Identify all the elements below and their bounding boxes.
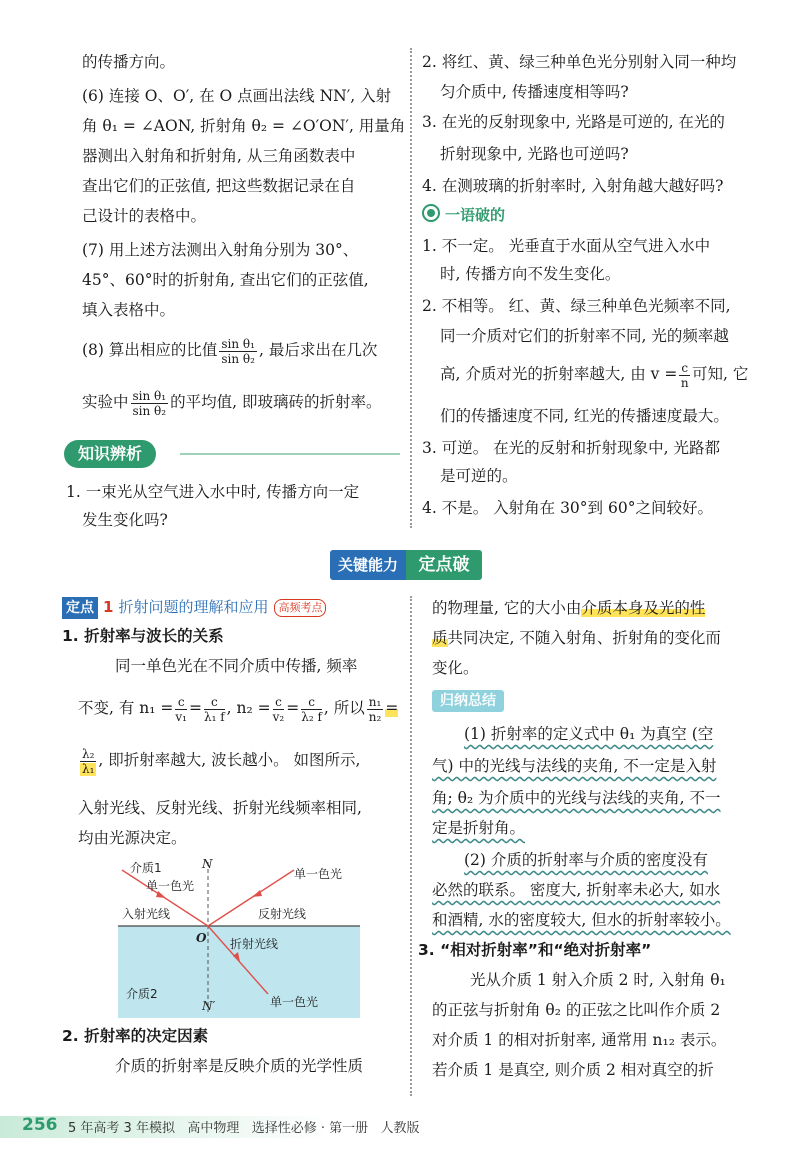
text-line: 同一单色光在不同介质中传播, 频率 [115, 657, 358, 675]
label-medium2: 介质2 [126, 987, 158, 1001]
text-line: (7) 用上述方法测出入射角分别为 30°、 [82, 241, 359, 259]
dingdian-number: 1 [103, 598, 114, 616]
answer-3-cont: 是可逆的。 [440, 467, 518, 485]
summary-line: 气) 中的光线与法线的夹角, 不一定是入射 [432, 757, 717, 775]
text-line: 变化。 [432, 659, 479, 677]
heading-1: 1. 折射率与波长的关系 [62, 627, 224, 645]
text-line: 填入表格中。 [82, 301, 176, 319]
answer-2-cont: 同一介质对它们的折射率不同, 光的频率越 [440, 327, 729, 345]
summary-line: 角; θ₂ 为介质中的光线与法线的夹角, 不一 [432, 789, 721, 807]
answer-2-formula: 高, 介质对光的折射率越大, 由 v = $\frac{c}{n}$ 可知, 它 [440, 360, 749, 390]
dingdian-header [62, 596, 407, 620]
zhishi-header [64, 440, 402, 468]
text-line: 的物理量, 它的大小由介质本身及光的性 [432, 599, 706, 617]
text-line: 的正弦与折射角 θ₂ 的正弦之比叫作介质 2 [432, 1001, 721, 1019]
section-banner [0, 548, 800, 582]
label-reflected: 反射光线 [258, 907, 307, 921]
target-icon [422, 204, 440, 222]
banner-left: 关键能力 [330, 550, 406, 580]
dingdian-title: 折射问题的理解和应用 [118, 598, 269, 616]
question-1: 1. 一束光从空气进入水中时, 传播方向一定 [66, 483, 360, 501]
question-1-cont: 发生变化吗? [82, 511, 168, 529]
summary-line: (1) 折射率的定义式中 θ₁ 为真空 (空 [464, 725, 714, 743]
answer-4: 4. 不是。 入射角在 30°到 60°之间较好。 [422, 499, 713, 517]
summary-line: 和酒精, 水的密度较大, 但水的折射率较小。 [432, 911, 731, 929]
formula-line: 不变, 有 n₁ = $\frac{c}{\text{v₁}}$ = $\frac{c}{\text{λ₁ f}}$ , n₂ = $\frac{c}{\text{v₂}}$ = $\frac{c}{\text{λ₂ f}}$ , 所以 $\frac{\text{n₁}}{\text{n₂}}$ = [78, 694, 399, 724]
text-line: 均由光源决定。 [78, 829, 187, 847]
answer-1: 1. 不一定。 光垂直于水面从空气进入水中 [422, 237, 711, 255]
column-divider [410, 596, 412, 1096]
text-line: 介质的折射率是反映介质的光学性质 [115, 1057, 364, 1075]
text-line: 45°、60°时的折射角, 查出它们的正弦值, [82, 271, 369, 289]
formula-line-2: $\frac{\text{λ₂}}{\text{λ₁}}$ , 即折射率越大, 波长越小。 如图所示, [82, 746, 361, 776]
page-number: 256 [22, 1115, 58, 1135]
label-Nprime: N′ [202, 999, 216, 1013]
page-footer [0, 1116, 800, 1160]
column-divider [410, 48, 412, 528]
text-line: 器测出入射角和折射角, 从三角函数表中 [82, 147, 356, 165]
answer-2-cont2: 们的传播速度不同, 红光的传播速度最大。 [440, 407, 729, 425]
yiyu-header: 一语破的 [422, 204, 505, 226]
banner-right: 定点破 [406, 550, 482, 580]
question-3: 3. 在光的反射现象中, 光路是可逆的, 在光的 [422, 113, 725, 131]
answer-2: 2. 不相等。 红、黄、绿三种单色光频率不同, [422, 297, 731, 315]
summary-line: 定是折射角。 [432, 819, 526, 837]
text-line: 质共同决定, 不随入射角、折射角的变化而 [432, 629, 721, 647]
footer-text: 5 年高考 3 年模拟 高中物理 选择性必修 · 第一册 人教版 [68, 1121, 420, 1136]
text-line: (6) 连接 O、O′, 在 O 点画出法线 NN′, 入射 [82, 87, 392, 105]
heading-3: 3. “相对折射率”和“绝对折射率” [418, 941, 652, 959]
label-refracted: 折射光线 [230, 937, 279, 951]
text-line: 角 θ₁ = ∠AON, 折射角 θ₂ = ∠O′ON′, 用量角 [82, 117, 406, 135]
question-2: 2. 将红、黄、绿三种单色光分别射入同一种均 [422, 53, 737, 71]
label-single1: 单一色光 [146, 879, 195, 893]
summary-line: (2) 介质的折射率与介质的密度没有 [464, 851, 708, 869]
label-medium1: 介质1 [130, 861, 162, 875]
answer-1-cont: 时, 传播方向不发生变化。 [440, 265, 621, 283]
text-line: 的传播方向。 [82, 53, 176, 71]
label-single3: 单一色光 [270, 995, 319, 1009]
dingdian-tag: 定点 [62, 597, 98, 619]
label-N: N [202, 857, 213, 871]
frequent-stamp: 高频考点 [274, 599, 326, 617]
header-rule [180, 453, 400, 455]
label-O: O [196, 931, 207, 945]
text-line-ratio: (8) 算出相应的比值 $\frac{\text{sin θ₁}}{\text{sin θ₂}}$ , 最后求出在几次 [82, 336, 378, 366]
zhishi-badge: 知识辨析 [64, 440, 156, 468]
answer-3: 3. 可逆。 在光的反射和折射现象中, 光路都 [422, 439, 720, 457]
text-line: 光从介质 1 射入介质 2 时, 入射角 θ₁ [470, 971, 726, 989]
label-single2: 单一色光 [294, 867, 343, 881]
summary-line: 必然的联系。 密度大, 折射率未必大, 如水 [432, 881, 721, 899]
text-line: 入射光线、反射光线、折射光线频率相同, [78, 799, 362, 817]
question-2-cont: 匀介质中, 传播速度相等吗? [440, 83, 629, 101]
question-3-cont: 折射现象中, 光路也可逆吗? [440, 145, 629, 163]
label-incident: 入射光线 [122, 907, 171, 921]
text-line: 对介质 1 的相对折射率, 通常用 n₁₂ 表示。 [432, 1031, 727, 1049]
text-line: 若介质 1 是真空, 则介质 2 相对真空的折 [432, 1061, 714, 1079]
text-line: 查出它们的正弦值, 把这些数据记录在自 [82, 177, 356, 195]
text-line: 己设计的表格中。 [82, 207, 207, 225]
refraction-figure [118, 856, 360, 1018]
question-4: 4. 在测玻璃的折射率时, 入射角越大越好吗? [422, 177, 724, 195]
heading-2: 2. 折射率的决定因素 [62, 1027, 209, 1045]
guina-badge: 归纳总结 [432, 690, 504, 712]
text-line-average: 实验中 $\frac{\text{sin θ₁}}{\text{sin θ₂}}$ 的平均值, 即玻璃砖的折射率。 [82, 388, 382, 418]
